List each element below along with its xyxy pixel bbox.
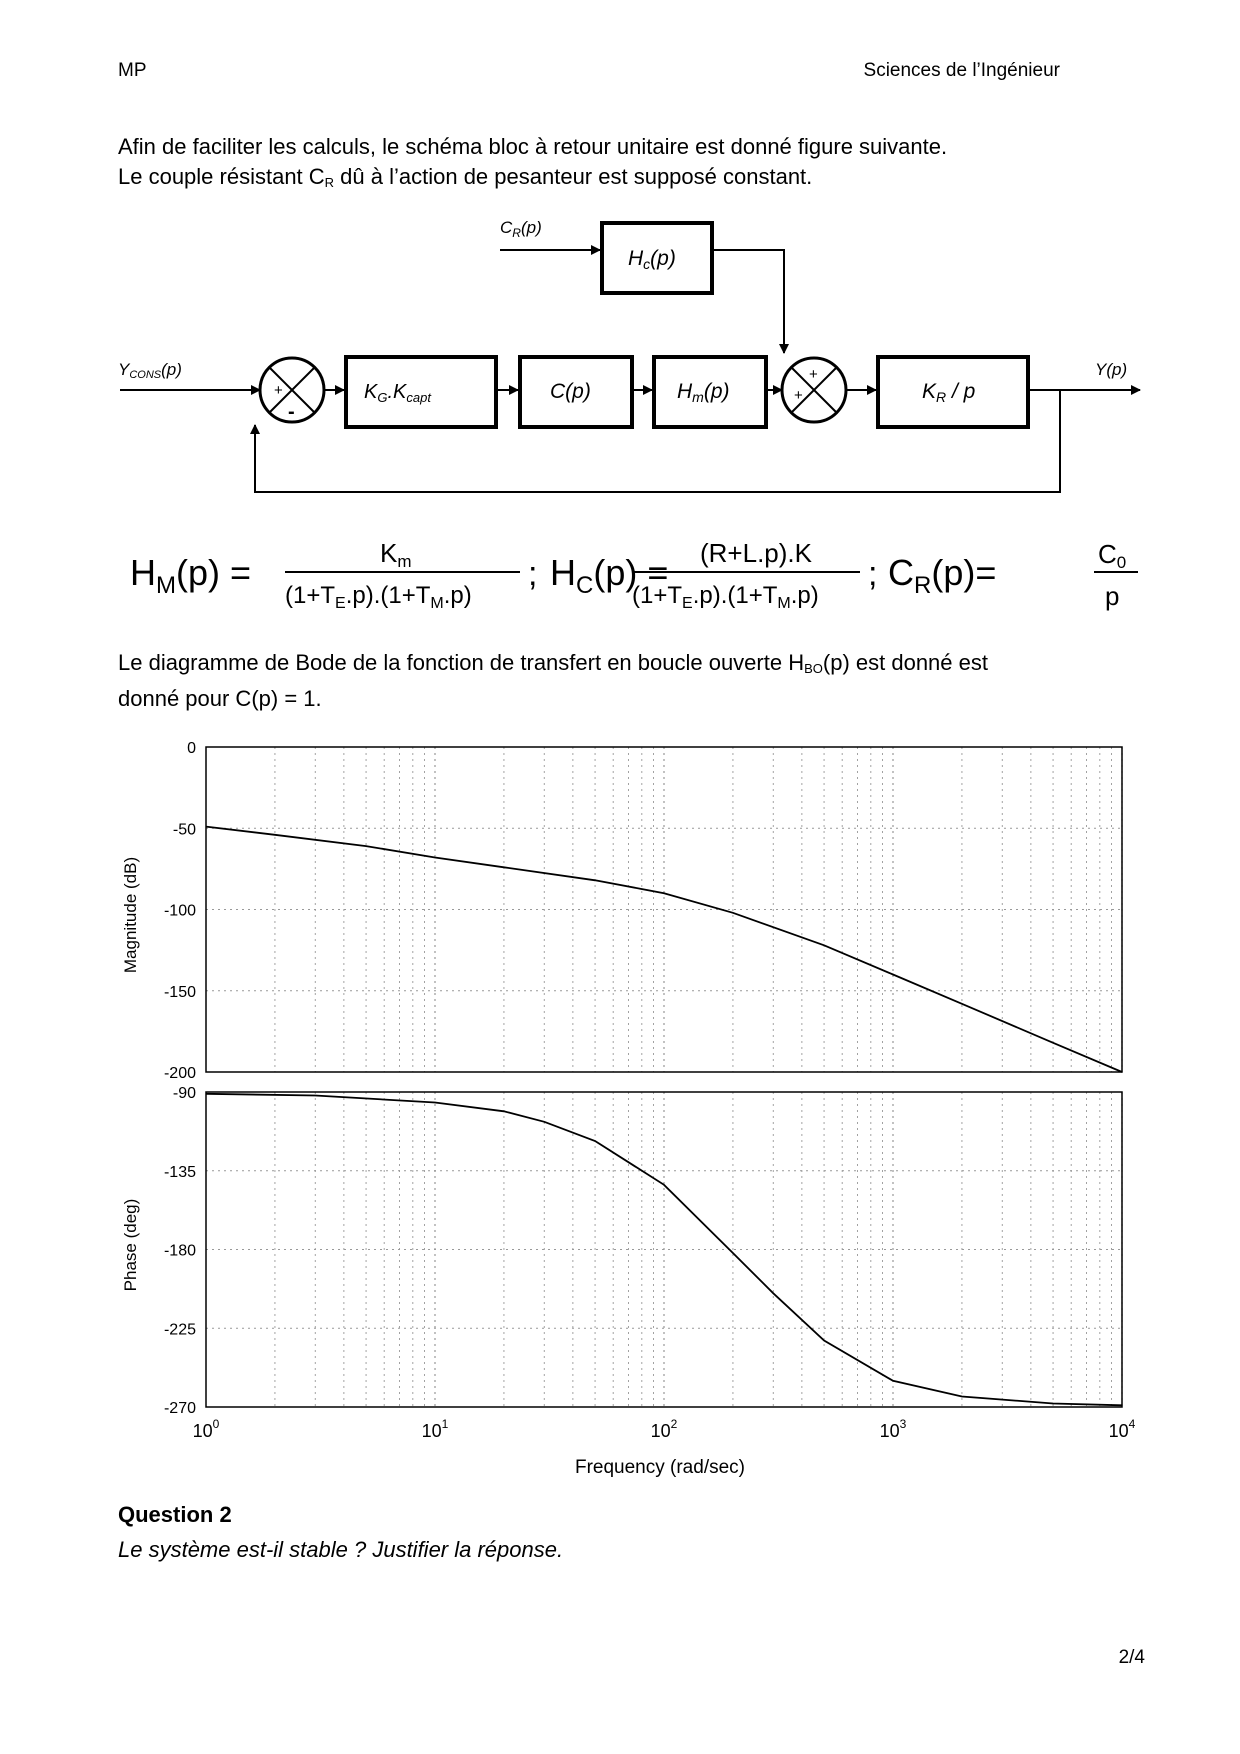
bode-line-1: Le diagramme de Bode de la fonction de transfert en boucle ouverte $H_{BO}(p)$ est donné est (118, 650, 988, 676)
separator-1: ; (528, 555, 538, 593)
transfer-functions (120, 535, 1160, 615)
intro-line-2: Le couple résistant $C_R$ dû à l’action de pesanteur est supposé constant. (118, 164, 813, 190)
hc-numerator: (R+L.p).K (700, 538, 812, 568)
phase-axis-label: Phase (deg) (121, 1198, 140, 1292)
hm-numerator: Km (380, 538, 412, 571)
hm-label: Hm(p) (677, 380, 730, 405)
kg-kcapt-label: $K_G.K_{capt}$ (364, 381, 431, 405)
xtick-label: $10^4$ (1108, 1417, 1136, 1441)
hc-label: Hc(p) (628, 247, 676, 272)
page-number: 2/4 (1118, 1647, 1145, 1668)
bode-paragraph (118, 648, 1128, 714)
xtick-label: $10^3$ (879, 1417, 907, 1441)
question-title: Question 2 (118, 1502, 232, 1527)
bode-line-2: donné pour C(p) = 1. (118, 686, 322, 711)
cr-denominator: p (1105, 581, 1120, 611)
phase-ytick-label: -135 (163, 1163, 196, 1181)
block-diagram (100, 205, 1160, 505)
hm-lhs: $H_M(p)$ = (130, 552, 252, 599)
header-right: Sciences de l’Ingénieur (863, 60, 1060, 81)
intro-paragraph (118, 132, 1128, 198)
xtick-label: $10^0$ (192, 1417, 220, 1441)
separator-2: ; (868, 555, 878, 593)
hm-denominator: $(1+T_E.p).(1+T_M.p)$ (285, 582, 472, 612)
sum1-minus: - (288, 401, 295, 423)
feedback-loop (255, 390, 1060, 492)
output-label: Y(p) (1095, 360, 1128, 379)
disturbance-label: $C_R(p)$ (500, 218, 542, 240)
c-label: C(p) (550, 380, 591, 403)
phase-ytick-label: -225 (163, 1321, 196, 1339)
sum2-left-plus: + (794, 387, 803, 404)
magnitude-ytick-label: -50 (172, 821, 196, 839)
magnitude-ytick-label: -150 (163, 983, 196, 1001)
bode-diagram (110, 725, 1160, 1485)
cr-lhs: $C_R(p)=$ (888, 552, 997, 599)
phase-ytick-label: -180 (163, 1242, 196, 1260)
header-left: MP (118, 60, 147, 81)
question-body: Le système est-il stable ? Justifier la réponse. (118, 1537, 564, 1562)
magnitude-ytick-label: 0 (187, 740, 196, 757)
cr-numerator: C0 (1098, 539, 1127, 572)
sum2-top-plus: + (809, 366, 818, 383)
magnitude-ytick-label: -100 (163, 902, 196, 920)
intro-line-1: Afin de faciliter les calculs, le schéma bloc à retour unitaire est donné figure suivante. (118, 134, 948, 159)
magnitude-axis-label: Magnitude (dB) (121, 856, 140, 974)
magnitude-ytick-label: -200 (163, 1065, 196, 1082)
input-label: YCONS(p) (118, 360, 182, 381)
sum1-plus: + (274, 382, 283, 399)
phase-ytick-label: -90 (172, 1085, 196, 1102)
xtick-label: $10^1$ (421, 1417, 449, 1441)
kr-label: KR / p (922, 380, 976, 405)
xtick-label: $10^2$ (650, 1417, 678, 1441)
hc-lhs: $H_C(p)$ = (550, 552, 669, 599)
hc-denominator: $(1+T_E.p).(1+T_M.p)$ (632, 582, 819, 612)
frequency-axis-label: Frequency (rad/sec) (574, 1457, 746, 1478)
phase-ytick-label: -270 (163, 1400, 196, 1417)
hc-output-wire (712, 250, 784, 353)
